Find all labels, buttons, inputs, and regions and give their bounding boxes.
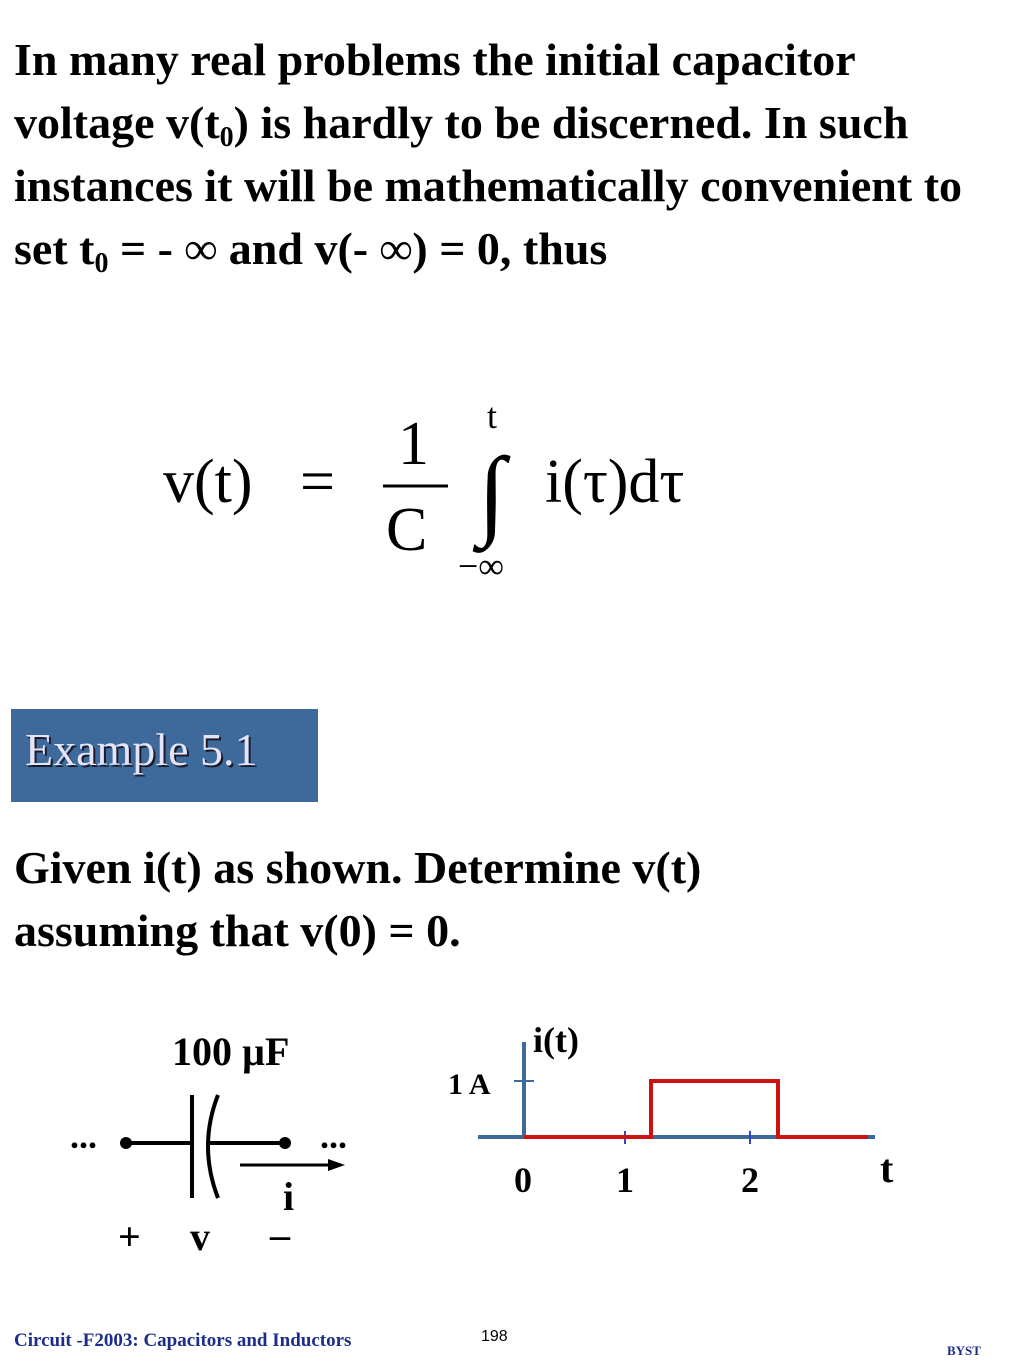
page-number: 198 [481, 1328, 508, 1345]
capacitance-label: 100 µF [172, 1029, 290, 1074]
right-terminal [279, 1137, 291, 1149]
intro-text-2: ) is hardly to be discerned. In such instances it will be mathematically convenient to set t [14, 97, 963, 274]
capacitor-circuit [60, 1010, 390, 1270]
left-dots: ... [70, 1116, 97, 1156]
capacitor-plate-curved [208, 1095, 218, 1198]
formula-lower-limit: −∞ [458, 546, 504, 586]
plus-sign: + [118, 1214, 141, 1259]
y-axis-label: i(t) [533, 1020, 579, 1060]
problem-line-2: assuming that v(0) = 0. [14, 905, 461, 956]
current-waveform-chart [430, 1010, 930, 1210]
intro-text-3: = - ∞ and v(- ∞) = 0, thus [108, 223, 608, 274]
y-tick-label-1a: 1 A [448, 1068, 491, 1101]
formula-upper-limit: t [487, 396, 498, 436]
formula-numerator: 1 [398, 410, 429, 478]
x-tick-label-0: 0 [514, 1160, 532, 1200]
problem-statement [14, 836, 1004, 962]
x-tick-label-2: 2 [741, 1160, 759, 1200]
current-signal [524, 1081, 868, 1137]
minus-sign: – [270, 1212, 290, 1257]
intro-subscript-2: 0 [94, 248, 109, 279]
right-dots: ... [320, 1116, 347, 1156]
footer-author: BYST [947, 1343, 981, 1358]
voltage-label: v [190, 1214, 210, 1259]
problem-line-1: Given i(t) as shown. Determine v(t) [14, 842, 702, 893]
footer-title: Circuit -F2003: Capacitors and Inductors [14, 1330, 352, 1351]
integral-sign: ∫ [478, 437, 506, 548]
x-tick-label-1: 1 [616, 1160, 634, 1200]
intro-subscript-1: 0 [219, 122, 234, 153]
formula-integrand: i(τ)dτ [545, 448, 685, 516]
example-title: Example 5.1 [25, 724, 258, 775]
current-label: i [283, 1174, 295, 1219]
current-arrow-icon [328, 1159, 345, 1171]
intro-text-1: In many real problems the initial capacitor voltage v(t [14, 34, 855, 148]
intro-paragraph [14, 28, 1004, 280]
x-axis-label: t [880, 1146, 894, 1191]
formula-lhs: v(t) [163, 448, 253, 516]
example-box [11, 709, 318, 802]
formula-denominator: C [386, 496, 428, 564]
formula-equals: = [300, 448, 335, 516]
integral-formula [0, 380, 1024, 610]
